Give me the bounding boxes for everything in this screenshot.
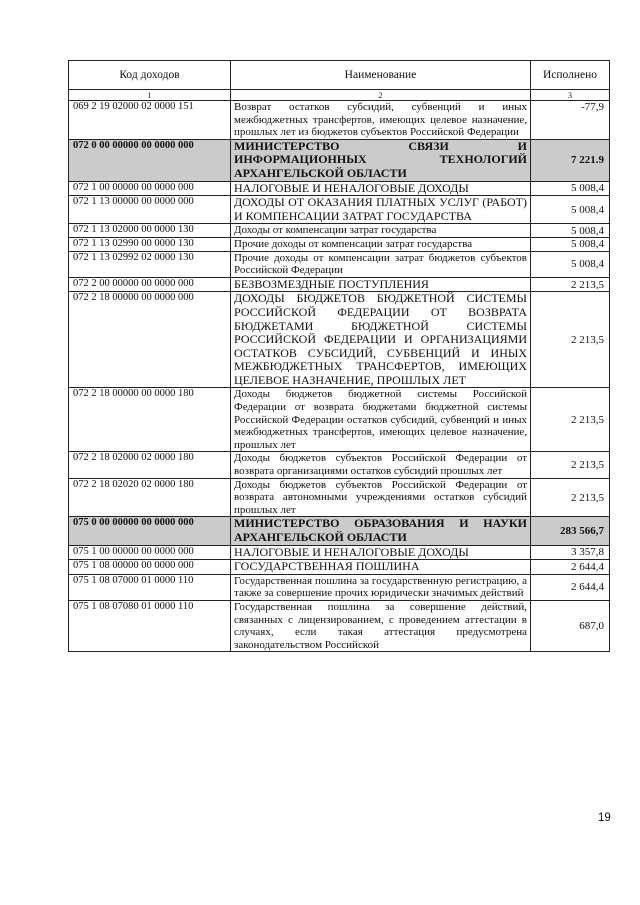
revenue-code-cell: 072 2 18 02020 02 0000 180 [69,478,231,517]
revenue-code-cell: 072 0 00 00000 00 0000 000 [69,139,231,181]
table-row [69,181,610,196]
revenue-name-cell: Прочие доходы от компенсации затрат бюджетов субъектов Российской Федерации [231,251,531,277]
table-row [69,452,610,478]
table-body [69,101,610,652]
table-row [69,292,610,388]
executed-value-cell: 5 008,4 [531,251,610,277]
revenue-code-cell: 072 1 00 00000 00 0000 000 [69,181,231,196]
table-row [69,224,610,238]
page-number: 19 [598,812,611,824]
revenue-name-cell: МИНИСТЕРСТВО ОБРАЗОВАНИЯ И НАУКИ АРХАНГЕЛЬСКОЙ ОБЛАСТИ [231,517,531,545]
executed-value-cell: 2 213,5 [531,452,610,478]
revenue-name-cell: НАЛОГОВЫЕ И НЕНАЛОГОВЫЕ ДОХОДЫ [231,181,531,196]
revenue-name-cell: Государственная пошлина за совершение действий, связанных с лицензированием, с проведением аттестации в случаях, если такая аттестация предусмотрена законодательством Российской [231,600,531,651]
table-row [69,237,610,251]
executed-value-cell: 2 213,5 [531,292,610,388]
table-row [69,101,610,140]
column-number-row [69,90,610,101]
revenue-name-cell: ГОСУДАРСТВЕННАЯ ПОШЛИНА [231,560,531,575]
revenue-code-cell: 075 1 08 07080 01 0000 110 [69,600,231,651]
header-name: Наименование [231,61,531,90]
revenue-code-cell: 069 2 19 02000 02 0000 151 [69,101,231,140]
executed-value-cell: 7 221.9 [531,139,610,181]
revenue-code-cell: 075 1 08 00000 00 0000 000 [69,560,231,575]
revenue-name-cell: Прочие доходы от компенсации затрат государства [231,237,531,251]
revenue-name-cell: ДОХОДЫ БЮДЖЕТОВ БЮДЖЕТНОЙ СИСТЕМЫ РОССИЙСКОЙ ФЕДЕРАЦИИ ОТ ВОЗВРАТА БЮДЖЕТАМИ БЮДЖЕТНОЙ СИСТЕМЫ РОССИЙСКОЙ ФЕДЕРАЦИИ И ОРГАНИЗАЦИЯМИ ОСТАТКОВ СУБСИДИЙ, СУБВЕНЦИЙ И ИНЫХ МЕЖБЮДЖЕТНЫХ ТРАНСФЕРТОВ, ИМЕЮЩИХ ЦЕЛЕВОЕ НАЗНАЧЕНИЕ, ПРОШЛЫХ ЛЕТ [231,292,531,388]
revenue-name-cell: Доходы бюджетов бюджетной системы Российской Федерации от возврата бюджетами бюджетной системы Российской Федерации остатков субсидий, субвенций и иных межбюджетных трансфертов, имеющих целевое назначение, прошлых лет [231,388,531,452]
column-number-2: 2 [231,90,531,101]
revenue-code-cell: 072 2 18 02000 02 0000 180 [69,452,231,478]
revenue-name-cell: Доходы от компенсации затрат государства [231,224,531,238]
revenue-code-cell: 072 1 13 00000 00 0000 000 [69,196,231,224]
revenue-name-cell: ДОХОДЫ ОТ ОКАЗАНИЯ ПЛАТНЫХ УСЛУГ (РАБОТ) И КОМПЕНСАЦИИ ЗАТРАТ ГОСУДАРСТВА [231,196,531,224]
column-number-1: 1 [69,90,231,101]
executed-value-cell: 2 213,5 [531,277,610,292]
executed-value-cell: 2 213,5 [531,388,610,452]
revenue-code-cell: 072 1 13 02990 00 0000 130 [69,237,231,251]
executed-value-cell: 5 008,4 [531,237,610,251]
executed-value-cell: 5 008,4 [531,181,610,196]
table-row [69,517,610,545]
revenue-code-cell: 072 2 00 00000 00 0000 000 [69,277,231,292]
revenue-name-cell: Доходы бюджетов субъектов Российской Федерации от возврата автономными учреждениями остатков субсидий прошлых лет [231,478,531,517]
table-header-row [69,61,610,90]
column-number-3: 3 [531,90,610,101]
executed-value-cell: 687,0 [531,600,610,651]
revenue-code-cell: 072 1 13 02000 00 0000 130 [69,224,231,238]
executed-value-cell: 3 357,8 [531,545,610,560]
revenue-code-cell: 072 2 18 00000 00 0000 000 [69,292,231,388]
revenue-name-cell: МИНИСТЕРСТВО СВЯЗИ И ИНФОРМАЦИОННЫХ ТЕХНОЛОГИЙ АРХАНГЕЛЬСКОЙ ОБЛАСТИ [231,139,531,181]
executed-value-cell: 2 644,4 [531,560,610,575]
table-row [69,574,610,600]
table-row [69,478,610,517]
table-row [69,277,610,292]
revenue-code-cell: 075 0 00 00000 00 0000 000 [69,517,231,545]
revenue-code-cell: 075 1 08 07000 01 0000 110 [69,574,231,600]
table-row [69,600,610,651]
table-row [69,388,610,452]
header-executed: Исполнено [531,61,610,90]
revenue-code-cell: 072 2 18 00000 00 0000 180 [69,388,231,452]
revenue-name-cell: Возврат остатков субсидий, субвенций и иных межбюджетных трансфертов, имеющих целевое назначение, прошлых лет из бюджетов субъектов Российской Федерации [231,101,531,140]
revenue-code-cell: 072 1 13 02992 02 0000 130 [69,251,231,277]
table-row [69,139,610,181]
executed-value-cell: 283 566,7 [531,517,610,545]
revenue-name-cell: Доходы бюджетов субъектов Российской Федерации от возврата организациями остатков субсидий прошлых лет [231,452,531,478]
table-row [69,560,610,575]
revenue-code-cell: 075 1 00 00000 00 0000 000 [69,545,231,560]
table-row [69,251,610,277]
revenue-table [68,60,610,652]
header-code: Код доходов [69,61,231,90]
executed-value-cell: 2 644,4 [531,574,610,600]
executed-value-cell: 5 008,4 [531,196,610,224]
revenue-name-cell: НАЛОГОВЫЕ И НЕНАЛОГОВЫЕ ДОХОДЫ [231,545,531,560]
table-row [69,545,610,560]
revenue-name-cell: БЕЗВОЗМЕЗДНЫЕ ПОСТУПЛЕНИЯ [231,277,531,292]
revenue-name-cell: Государственная пошлина за государственную регистрацию, а также за совершение прочих юридически значимых действий [231,574,531,600]
executed-value-cell: -77,9 [531,101,610,140]
executed-value-cell: 5 008,4 [531,224,610,238]
table-row [69,196,610,224]
executed-value-cell: 2 213,5 [531,478,610,517]
